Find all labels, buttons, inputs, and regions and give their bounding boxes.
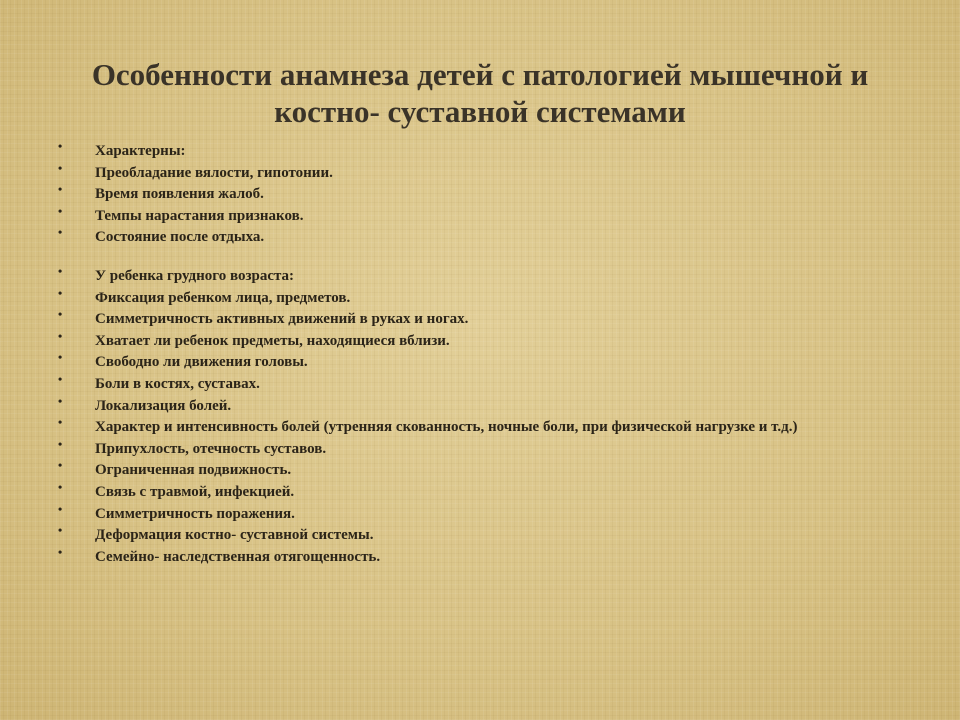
bullet-icon: •	[58, 225, 63, 240]
list-item	[58, 203, 888, 224]
bullet-list-characteristics	[58, 139, 888, 246]
list-item-text: Преобладание вялости, гипотонии.	[95, 164, 333, 181]
list-item-text: Симметричность поражения.	[95, 505, 295, 522]
list-item-text: Время появления жалоб.	[95, 186, 264, 203]
bullet-icon: •	[58, 160, 63, 175]
bullet-list-infant	[58, 263, 888, 565]
slide-title-line-2: костно- суставной системами	[274, 94, 686, 129]
list-item-text: Ограниченная подвижность.	[95, 462, 292, 479]
bullet-icon: •	[58, 328, 63, 343]
list-item-text: У ребенка грудного возраста:	[95, 267, 295, 284]
list-item-text: Свободно ли движения головы.	[95, 354, 308, 371]
list-item-text: Припухлость, отечность суставов.	[95, 440, 327, 457]
list-item	[58, 263, 888, 284]
list-item	[58, 479, 888, 500]
bullet-icon: •	[58, 393, 63, 408]
list-item	[58, 436, 888, 457]
list-item	[58, 544, 888, 565]
bullet-icon: •	[58, 436, 63, 451]
bullet-icon: •	[58, 458, 63, 473]
bullet-icon: •	[58, 307, 63, 322]
list-item-text: Темпы нарастания признаков.	[95, 207, 304, 224]
list-item-text: Симметричность активных движений в руках и ногах.	[95, 311, 469, 328]
list-item	[58, 139, 888, 159]
bullet-icon: •	[58, 203, 63, 218]
list-item	[58, 182, 888, 203]
list-item-text: Деформация костно- суставной системы.	[95, 527, 374, 544]
list-item-text: Характер и интенсивность болей (утренняя скованность, ночные боли, при физической нагрузке и т.д.)	[95, 419, 798, 436]
bullet-icon: •	[58, 263, 63, 278]
bullet-icon: •	[58, 285, 63, 300]
list-item	[58, 371, 888, 392]
slide-content	[58, 139, 888, 570]
group-spacer	[58, 251, 888, 268]
bullet-icon: •	[58, 350, 63, 365]
bullet-icon: •	[58, 139, 63, 153]
list-item	[58, 458, 888, 479]
list-item	[58, 501, 888, 522]
list-item	[58, 285, 888, 306]
bullet-icon: •	[58, 415, 63, 430]
list-item-text: Боли в костях, суставах.	[95, 375, 260, 392]
slide-title	[40, 56, 920, 130]
list-item-text: Характерны:	[95, 143, 186, 159]
bullet-icon: •	[58, 479, 63, 494]
list-item	[58, 393, 888, 414]
bullet-icon: •	[58, 501, 63, 516]
list-item	[58, 328, 888, 349]
list-item-text: Хватает ли ребенок предметы, находящиеся вблизи.	[95, 332, 450, 349]
list-item	[58, 225, 888, 246]
list-item-text: Семейно- наследственная отягощенность.	[95, 548, 381, 565]
bullet-icon: •	[58, 544, 63, 559]
bullet-icon: •	[58, 371, 63, 386]
list-item-text: Локализация болей.	[95, 397, 232, 414]
list-item-text: Состояние после отдыха.	[95, 229, 265, 246]
bullet-icon: •	[58, 523, 63, 538]
slide-title-line-1: Особенности анамнеза детей с патологией мышечной и	[91, 57, 869, 92]
list-item	[58, 415, 888, 436]
list-item	[58, 160, 888, 181]
list-item-text: Связь с травмой, инфекцией.	[95, 483, 295, 500]
list-item	[58, 523, 888, 544]
list-item	[58, 307, 888, 328]
list-item	[58, 350, 888, 371]
bullet-icon: •	[58, 182, 63, 197]
list-item-text: Фиксация ребенком лица, предметов.	[95, 289, 351, 306]
